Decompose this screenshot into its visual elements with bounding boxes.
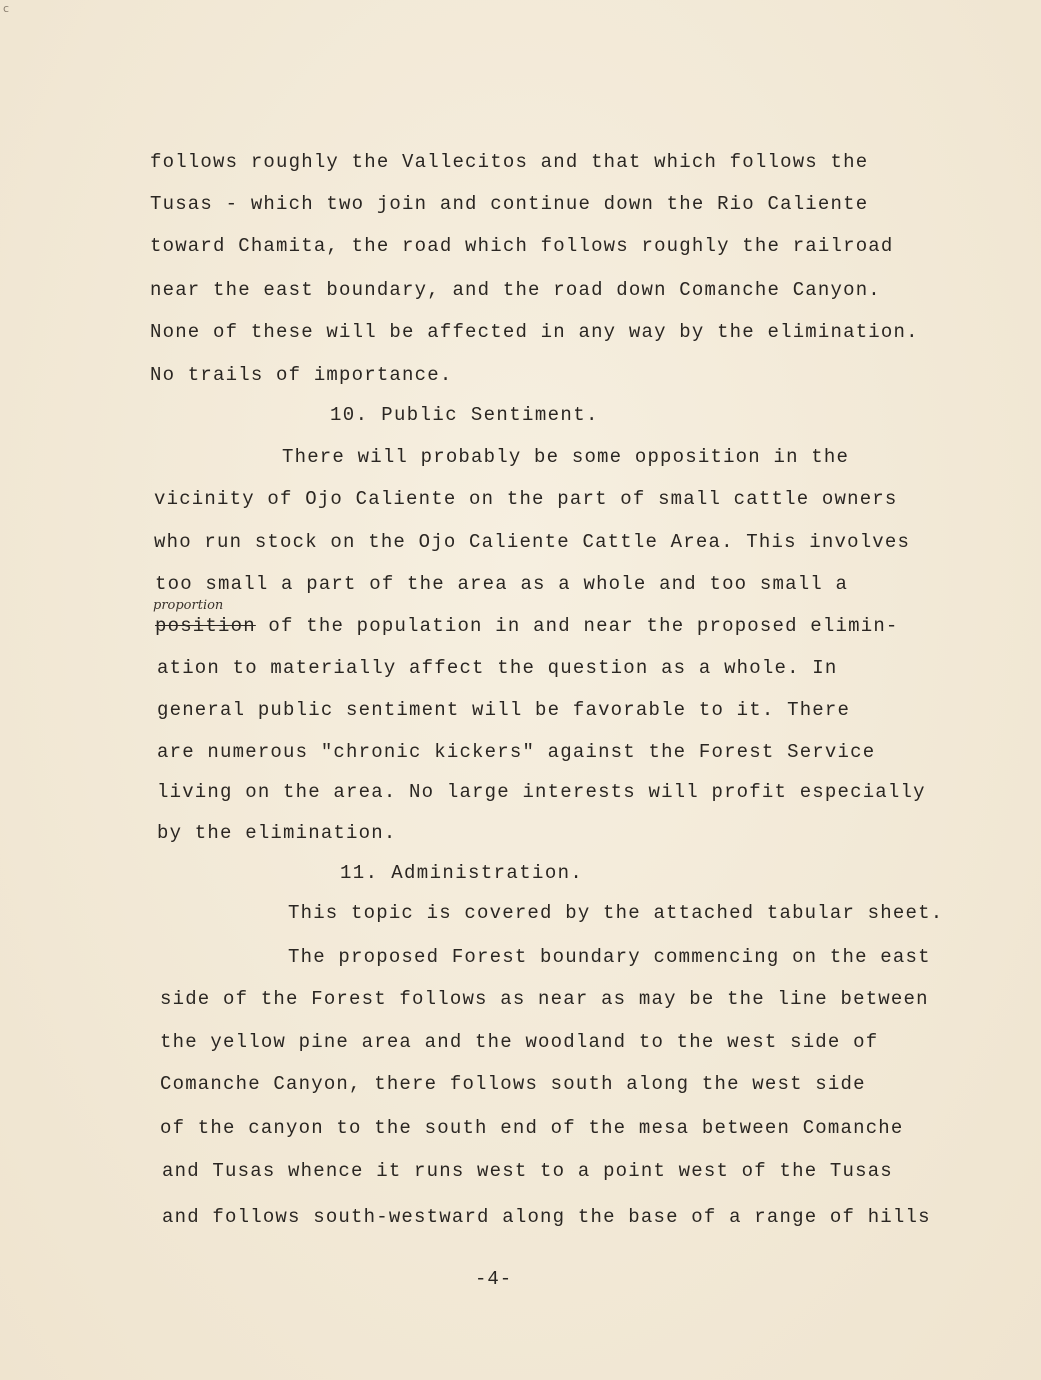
text-line: The proposed Forest boundary commencing on the east [288,946,931,968]
text-line: of the canyon to the south end of the mesa between Comanche [160,1117,904,1139]
text-line: follows roughly the Vallecitos and that which follows the [150,151,869,173]
text-line: toward Chamita, the road which follows roughly the railroad [150,235,894,257]
corner-mark: c [3,2,10,15]
text-line: general public sentiment will be favorable to it. There [157,699,851,721]
text-line: Comanche Canyon, there follows south along the west side [160,1073,866,1095]
handwritten-correction: proportion [153,598,224,613]
text-line: and Tusas whence it runs west to a point west of the Tusas [162,1160,893,1182]
page-number: -4- [475,1268,513,1290]
text-line: near the east boundary, and the road down Comanche Canyon. [150,279,881,301]
text-line: There will probably be some opposition in the [282,446,850,468]
text-line: too small a part of the area as a whole and too small a [155,573,849,595]
text-line: who run stock on the Ojo Caliente Cattle Area. This involves [154,531,911,553]
text-line: This topic is covered by the attached tabular sheet. [288,902,944,924]
text-line: are numerous "chronic kickers" against the Forest Service [157,741,876,763]
text-line: No trails of importance. [150,364,453,386]
text-line: Tusas - which two join and continue down the Rio Caliente [150,193,869,215]
text-line: the yellow pine area and the woodland to the west side of [160,1031,879,1053]
text-line: and follows south-westward along the base of a range of hills [162,1206,931,1228]
text-line-rest: of the population in and near the proposed elimin- [255,615,899,637]
text-line: ation to materially affect the question as a whole. In [157,657,838,679]
struck-word: position [155,615,256,637]
text-line: vicinity of Ojo Caliente on the part of small cattle owners [154,488,898,510]
text-line: side of the Forest follows as near as may be the line between [160,988,929,1010]
text-line-with-correction [155,614,899,638]
section-heading-administration: 11. Administration. [340,862,584,884]
section-heading-public-sentiment: 10. Public Sentiment. [330,404,599,426]
text-line: None of these will be affected in any way by the elimination. [150,321,919,343]
text-line: by the elimination. [157,822,397,844]
text-line: living on the area. No large interests will profit especially [157,781,926,803]
